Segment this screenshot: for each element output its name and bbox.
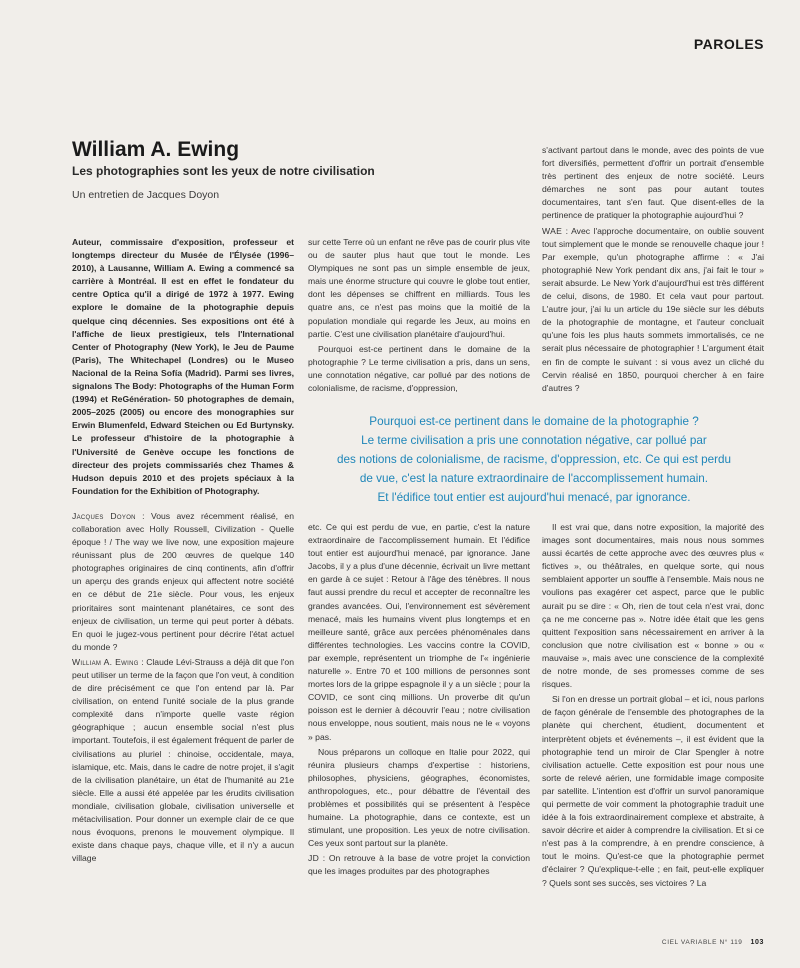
magazine-name: CIEL VARIABLE N° 119 [661,939,743,946]
paragraph [308,521,530,744]
answer-paragraph [542,225,764,395]
pull-quote-line: de vue, c'est la nature extraordinaire de l'accomplissement humain. [359,472,709,485]
paragraph-text: : On retrouve à la base de votre projet la conviction que les images produites par des photographes [308,853,530,877]
article-title: William A. Ewing [72,138,240,161]
question-paragraph [308,852,530,878]
paragraph-text: s'activant partout dans le monde, avec des points de vue fort diversifiés, permettent d'offrir un portrait d'ensemble très pertinent des enjeux de notre société. Leurs démarches ne sont pas pour autant toutes documentaires, tant s'en faut. Que disent-elles de la pertinence de pratiquer la photographie aujourd'hui ? [542,145,764,221]
paragraph-text: : Claude Lévi-Strauss a déjà dit que l'on peut utiliser un terme de la façon que l'on veut, à condition de dire précisément ce que l'on entend par là. Par civilisation, on entend l'unité sociale de la plus grande complexité dans n'importe quelle vaste région géographique ; aucun ensemble social n'est plus important. Toutefois, il est également fréquent de parler de civilisations au pluriel : chinoise, occidentale, maya, islamique, etc. Mais, dans le cadre de notre projet, il s'agit de la civilisation planétaire, un état de l'humanité au 21e siècle. Elle a aussi été appelée par les érudits civilisation mondiale, civilisation globale, civilisation universelle et métacivilisation. Pour donner un exemple clair de ce que nous évoquons, prenons le mouvement olympique. Il existe dans chaque pays, chaque ville, et il n'y a aucun village [72,656,294,864]
column-1 [72,236,294,928]
page-footer [662,939,764,946]
byline: Un entretien de Jacques Doyon [72,189,220,201]
column-2-bottom [308,521,530,926]
speaker-label: WAE [542,225,563,236]
paragraph: Il est vrai que, dans notre exposition, la majorité des images sont documentaires, mais nous nous sommes aussi écartés de cette approche avec des œuvres plus « fictives », ou théâtrales, en quelque sorte, qui nous semblaient apporter un souffle à l'ensemble. Mais nous ne voulions pas exagérer cet aspect, parce que le public aurait pu se dire : « Oh, rien de tout cela n'est vrai, donc ça ne me concerne pas ». Notre idée était que les gens quittent l'exposition sans nécessairement en arriver à la conclusion que notre civilisation est « bonne » ou « mauvaise », mais avec une conscience de la complexité de notre monde, de ses promesses comme de ses risques. [542,522,764,690]
paragraph: Pourquoi est-ce pertinent dans le domaine de la photographie ? Le terme civilisation a pris, dans un sens, une connotation négative, car pollué par des notions de colonialisme, de racisme, d'oppression, [308,343,530,394]
speaker-label: JD [308,853,320,864]
intro-paragraph: Auteur, commissaire d'exposition, professeur et longtemps directeur du Musée de l'Élysée (1996–2010), à Lausanne, William A. Ewing a commencé sa carrière à Montréal. Il est en effet le fondateur du centre Optica qu'il a dirigé de 1972 à 1977. Ewing explore le domaine de la photographie depuis quelque cinq décennies. Ses expositions ont été à l'affiche de lieux prestigieux, tels l'International Center of Photography (New York), le Jeu de Paume (Paris), The Whitechapel (Londres) ou le Museo Nacional de la Reina Sofía (Madrid). Parmi ses livres, signalons The Body: Photographs of the Human Form (1994) et ReGénération- 50 photographes de demain, 2005–2025 (2005) ou encore des monographies sur Erwin Blumenfeld, Edward Steichen ou Ed Burtynsky. Le professeur d'histoire de la photographie à l'Université de Genève occupe les fonctions de directeur des projets commissariés chez Thames & Hudson depuis 2010 et des projets spéciaux à la Foundation for the Exhibition of Photography. [72,237,294,496]
section-tag: PAROLES [693,36,764,52]
answer-paragraph [72,656,294,866]
paragraph: sur cette Terre où un enfant ne rêve pas de courir plus vite ou de sauter plus haut que tout le monde. Les Olympiques ne sont pas un simple ensemble de jeux, mais une énorme structure qui couvre le globe tout entier, dont les dépenses se chiffrent en milliards. Tous les quatre ans, ce n'est pas moins que la moitié de la population mondiale qui regarde les Jeux, au moins en partie. C'est une civilisation planétaire d'aujourd'hui. [308,237,530,339]
pull-quote [310,412,758,507]
speaker-label: William A. Ewing [72,656,139,667]
page-number: 103 [750,939,764,946]
pull-quote-line: des notions de colonialisme, de racisme, d'oppression, etc. Ce qui est perdu [337,453,731,466]
speaker-label: Jacques Doyon [72,510,136,521]
pull-quote-line: Le terme civilisation a pris une connotation négative, car pollué par [361,434,707,447]
paragraph-text: etc. Ce qui est perdu de vue, en partie, c'est la nature extraordinaire de l'accomplissement humain. Et l'édifice tout entier est aujourd'hui menacé, par ignorance. Jane Jacobs, il y a plus d'une décennie, écrivait un livre mettant en garde à ce sujet : Retour à l'âge des ténèbres. Il nous faut aussi prendre du recul et accepter de reconnaître les grandes avancées. Oui, l'environnement est sévèrement menacé, mais les humains vivent plus longtemps et en meilleure santé, grâce aux percées phénoménales dans différentes technologies. Les vaccins contre la COVID, par exemple, représentent un triomphe de l'« ingénierie naturelle ». Entre 70 et 100 millions de personnes sont mortes lors de la grippe espagnole il y a un siècle ; pour la COVID, ce sont cinq millions. Un proverbe dit qu'un poisson est le dernier à découvrir l'eau ; notre civilisation nous enveloppe, nous soutient, mais nous ne le « voyons » pas. [308,522,530,742]
column-2-top [308,236,530,396]
column-3-top [542,144,764,398]
paragraph [308,746,530,851]
paragraph-text: : Vous avez récemment réalisé, en collaboration avec Holly Roussell, Civilization - Quelle époque ! / The way we live now, une exposition majeure réunissant plus de 200 œuvres de quelque 140 photographes originaires de cinq continents, afin d'offrir un aperçu des grands enjeux qui affectent notre société en ce début de 21e siècle. Pour vous, les enjeux prioritaires sont maintenant planétaires, ce sont des enjeux de civilisation, un terme qui peut porter à débats. En quoi le jugez-vous pertinent pour décrire l'état actuel du monde ? [72,510,294,652]
column-3-bottom [542,521,764,926]
paragraph [542,144,764,223]
paragraph-text: : Avec l'approche documentaire, on oublie souvent tout simplement que le monde se renouvelle chaque jour ! Par exemple, qu'un photographe affirme : « J'ai photographié New York pendant dix ans, j'ai fait le tour » serait absurde. Le New York d'aujourd'hui est très différent de celui, disons, de 1980. Et cela vaut pour partout. L'autre jour, j'ai lu un article du 19e siècle sur les débuts de la photographie de montagne, et l'auteur concluait qu'une fois les plus hauts sommets immortalisés, ce ne serait plus nécessaire de photographier ! L'argument était en fin de compte le suivant : si vous avez un cliché du Cervin réalisé en 1850, pourquoi chercher à en faire d'autres ? [542,225,764,393]
question-paragraph [72,510,294,654]
article-subtitle: Les photographies sont les yeux de notre civilisation [72,164,375,178]
paragraph: Si l'on en dresse un portrait global – et ici, nous parlons de façon générale de l'ensemble des photographes de la planète qui cherchent, étudient, documentent et interprètent objets et événements –, il est évident que la photographie tend un miroir de Clar Spengler à notre civilisation actuelle. Cette exposition est pour nous une sorte de relevé aérien, une formidable image composite par satellite. L'intention est d'offrir un survol panoramique qui permette de voir comment la photographie traduit une idée à la fois extraordinairement complexe et abstraite, à savoir décrire et aider à comprendre la civilisation. Et si ce n'est pas à la comprendre, à en prendre conscience, à tout le moins. Qu'est-ce que la photographie permet d'éclairer ? Qu'explique-t-elle ; en fait, peut-elle expliquer ? Quels sont ses succès, ses victoires ? La [542,694,764,888]
pull-quote-line: Et l'édifice tout entier est aujourd'hui menacé, par ignorance. [377,491,691,504]
pull-quote-line: Pourquoi est-ce pertinent dans le domaine de la photographie ? [369,415,699,428]
paragraph-text: Nous préparons un colloque en Italie pour 2022, qui réunira plusieurs champs d'expertise : historiens, philosophes, physiciens, géographes, économistes, anthropologues, etc., pour débattre de l'éventail des problèmes et possibilités qui se présentent à l'espèce humaine. La photographie, dans ce contexte, est un stimulant, une proposition. Les yeux de notre civilisation. Ces yeux sont partout sur la planète. [308,746,530,849]
